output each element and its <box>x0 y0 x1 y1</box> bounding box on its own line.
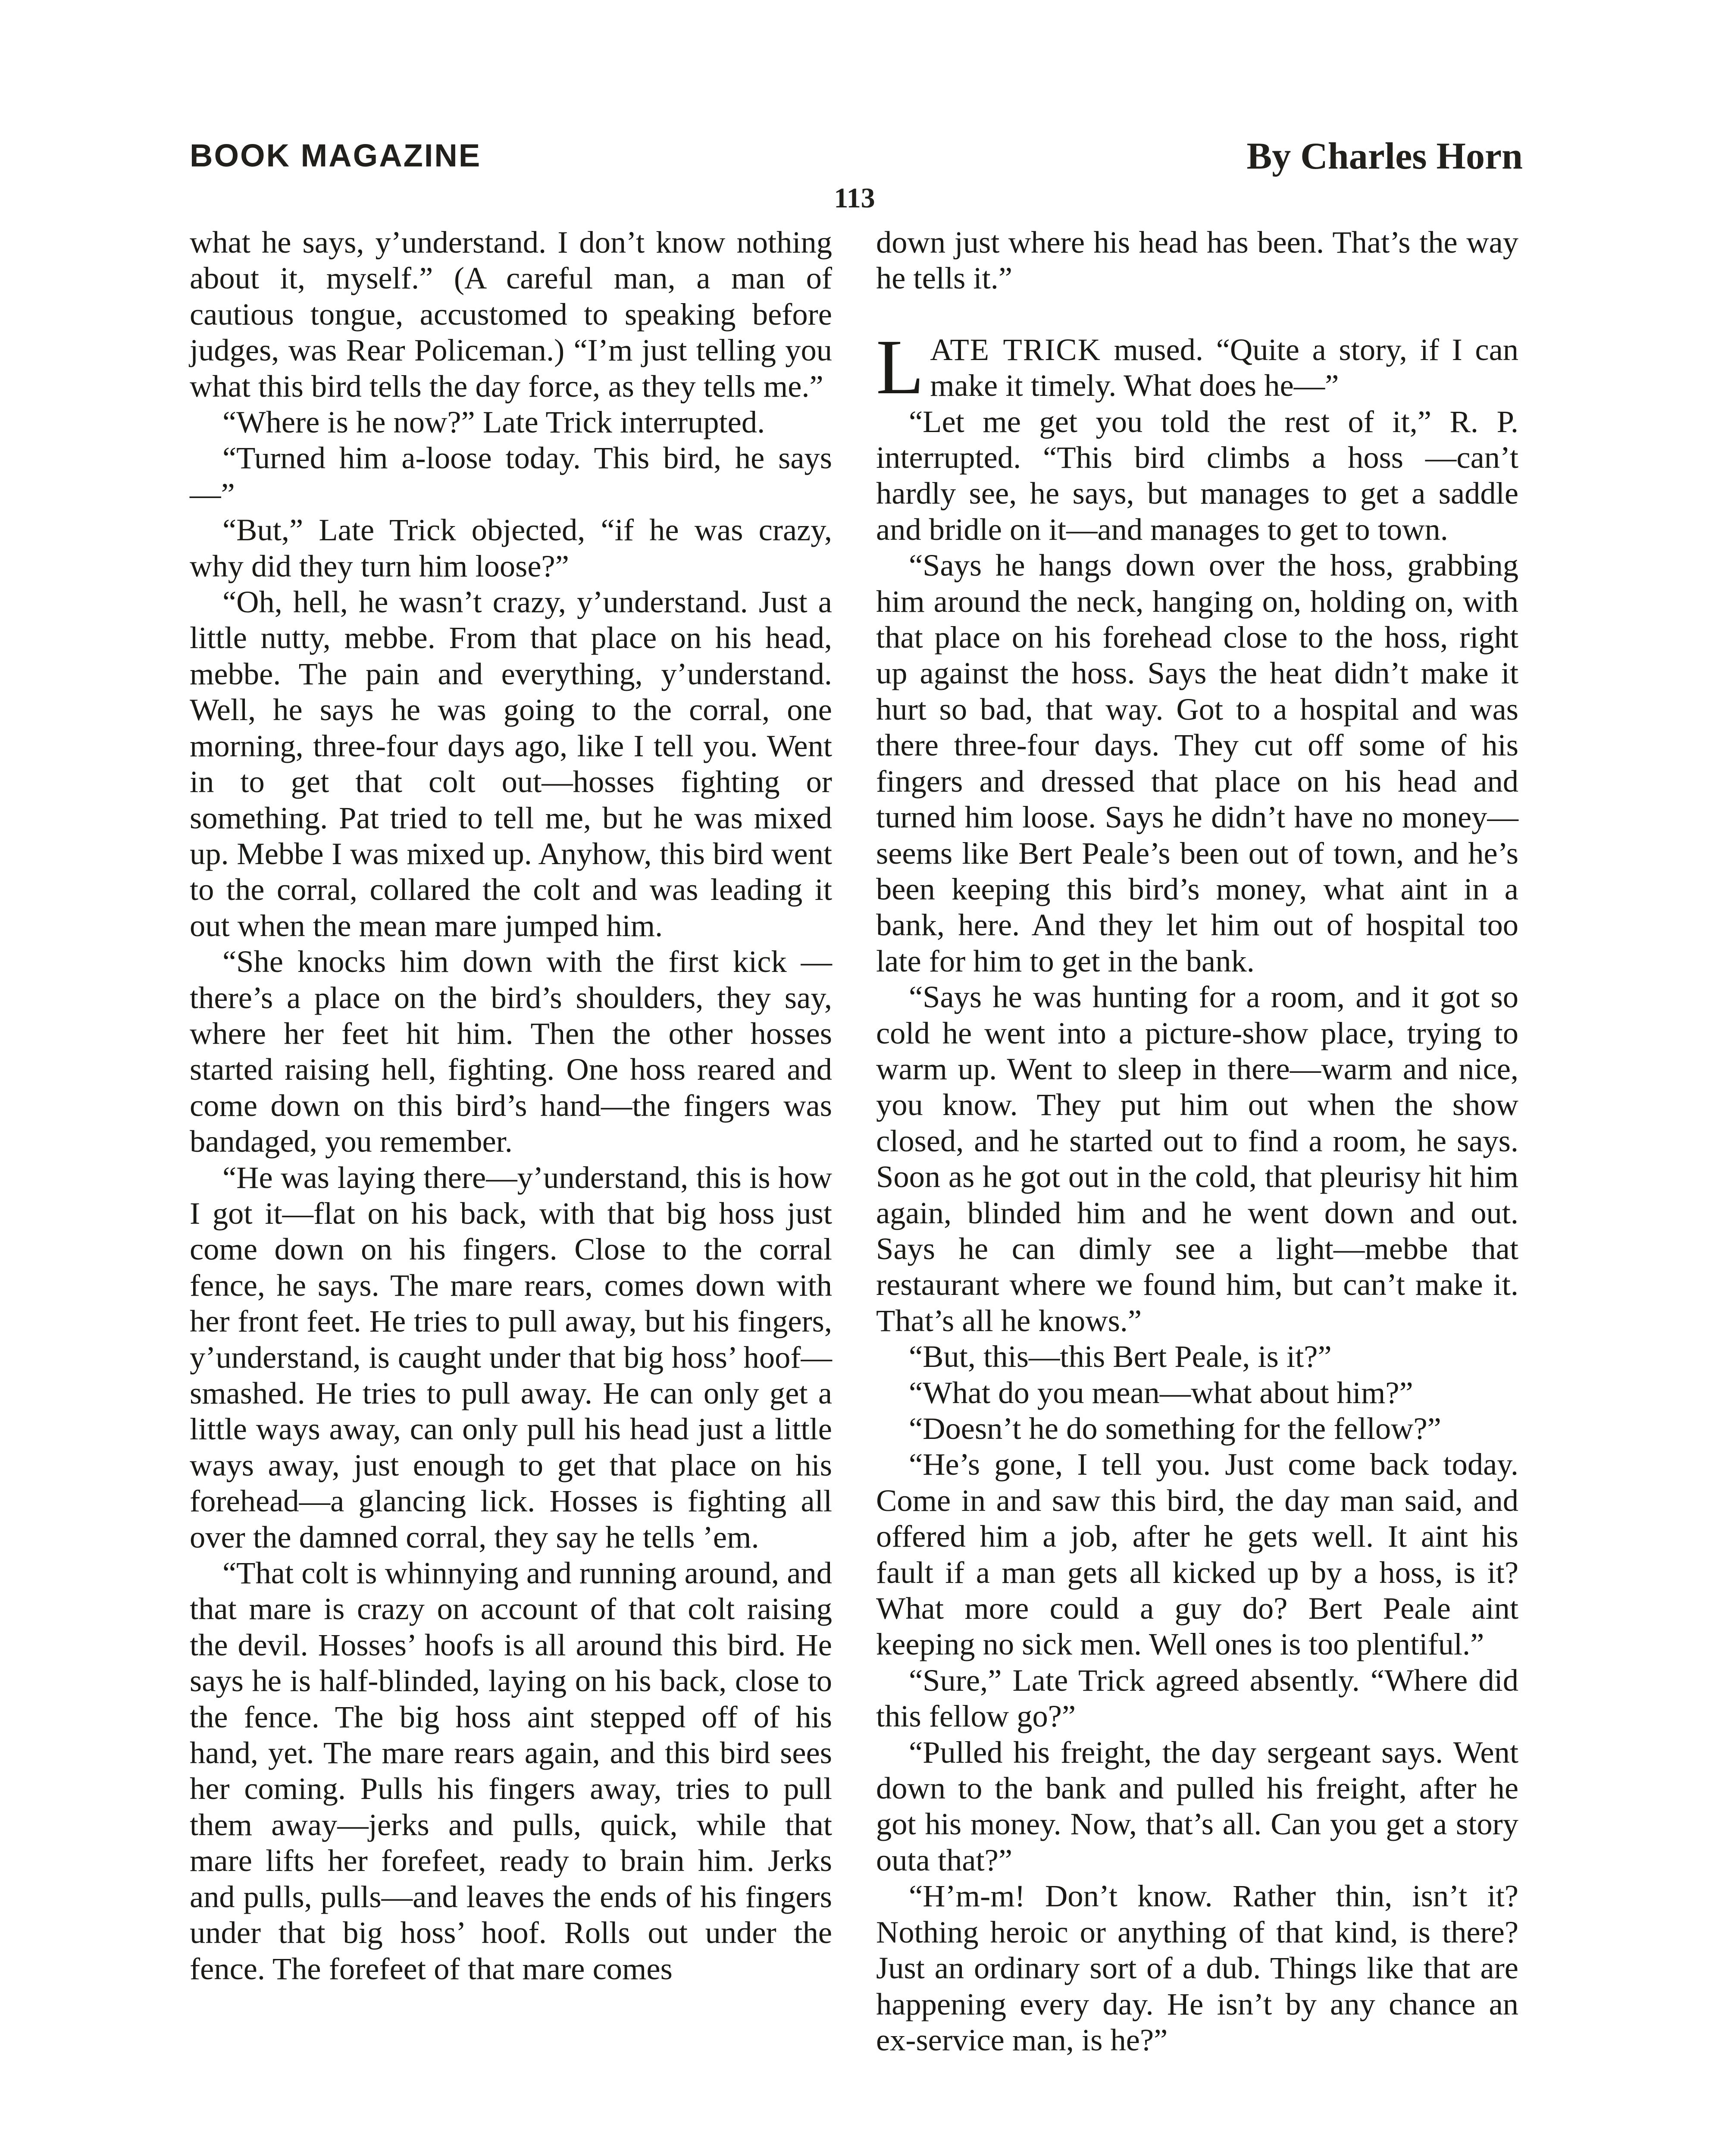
paragraph: “Let me get you told the rest of it,” R. P. interrupted. “This bird climbs a hoss —can’t hardly see, he says, but manages to get a saddle and bridle on it—and manages to get to town. <box>876 404 1518 547</box>
paragraph: “What do you mean—what about him?” <box>909 1375 1413 1410</box>
paragraph: “Turned him a-loose today. This bird, he says—” <box>190 440 832 511</box>
publication-title: BOOK MAGAZINE <box>190 138 482 173</box>
paragraph-text: mused. “Quite a story, if I can make it timely. What does he—” <box>930 332 1518 403</box>
paragraph: “Says he was hunting for a room, and it got so cold he went into a picture-show place, trying to warm up. Went to sleep in there—warm and nice, you know. They put him out when the show closed, and he started out to find a room, he says. Soon as he got out in the cold, that pleurisy hit him again, blinded him and he went down and out. Says he can dimly see a light—mebbe that restaurant where we found him, but can’t make it. That’s all he knows.” <box>876 979 1518 1338</box>
paragraph: “Pulled his freight, the day sergeant says. Went down to the bank and pulled his freight, after he got his money. Now, that’s all. Can you get a story outa that?” <box>876 1734 1518 1877</box>
paragraph: “Sure,” Late Trick agreed absently. “Where did this fellow go?” <box>876 1662 1518 1734</box>
drop-cap: L <box>876 323 924 411</box>
left-column <box>190 224 832 1987</box>
right-column <box>876 224 1518 2058</box>
paragraph: “That colt is whinnying and running around, and that mare is crazy on account of that colt raising the devil. Hosses’ hoofs is all around this bird. He says he is half-blinded, laying on his back, close to the fence. The big hoss aint stepped off of his hand, yet. The mare rears again, and this bird sees her coming. Pulls his fingers away, tries to pull them away—jerks and pulls, quick, while that mare lifts her forefeet, ready to brain him. Jerks and pulls, pulls—and leaves the ends of his fingers under that big hoss’ hoof. Rolls out under the fence. The forefeet of that mare comes <box>190 1555 832 1986</box>
paragraph: “He’s gone, I tell you. Just come back today. Come in and saw this bird, the day man said, and offered him a job, after he gets well. It aint his fault if a man gets all kicked up by a hoss, is it? What more could a guy do? Bert Peale aint keeping no sick men. Well ones is too plentiful.” <box>876 1447 1518 1662</box>
paragraph: “Doesn’t he do something for the fellow?” <box>909 1411 1441 1446</box>
paragraph: “Oh, hell, he wasn’t crazy, y’understand. Just a little nutty, mebbe. From that place on his head, mebbe. The pain and everything, y’understand. Well, he says he was going to the corral, one morning, three-four days ago, like I tell you. Went in to get that colt out—hosses fighting or something. Pat tried to tell me, but he was mixed up. Mebbe I was mixed up. Anyhow, this bird went to the corral, collared the colt and was leading it out when the mean mare jumped him. <box>190 584 832 943</box>
paragraph: “Says he hangs down over the hoss, grabbing him around the neck, hanging on, holding on, with that place on his forehead close to the hoss, right up against the hoss. Says the heat didn’t make it hurt so bad, that way. Got to a hospital and was there three-four days. They cut off some of his fingers and dressed that place on his head and turned him loose. Says he didn’t have no money—seems like Bert Peale’s been out of town, and he’s been keeping this bird’s money, what aint in a bank, here. And they let him out of hospital too late for him to get in the bank. <box>876 548 1518 978</box>
paragraph: “H’m-m! Don’t know. Rather thin, isn’t it? Nothing heroic or anything of that kind, is there? Just an ordinary sort of a dub. Things like that are happening every day. He isn’t by any chance an ex-service man, is he?” <box>876 1878 1518 2057</box>
paragraph: “But, this—this Bert Peale, is it?” <box>909 1339 1332 1374</box>
author-byline: By Charles Horn <box>1246 135 1523 177</box>
paragraph: what he says, y’understand. I don’t know nothing about it, myself.” (A careful man, a man of cautious tongue, accustomed to speaking before judges, was Rear Policeman.) “I’m just telling you what this bird tells the day force, as they tells me.” <box>190 225 832 404</box>
paragraph: “She knocks him down with the first kick —there’s a place on the bird’s shoulders, they say, where her feet hit him. Then the other hosses started raising hell, fighting. One hoss reared and come down on this bird’s hand—the fingers was bandaged, you remember. <box>190 944 832 1159</box>
page-number: 113 <box>834 182 875 214</box>
paragraph: “Where is he now?” Late Trick interrupted. <box>222 404 765 440</box>
paragraph: down just where his head has been. That’s the way he tells it.” <box>876 225 1518 296</box>
paragraph: “But,” Late Trick objected, “if he was crazy, why did they turn him loose?” <box>190 512 832 583</box>
lead-in-text: ATE TRICK <box>930 332 1101 367</box>
section-opening-paragraph <box>876 323 1518 411</box>
paragraph: “He was laying there—y’understand, this is how I got it—flat on his back, with that big hoss just come down on his fingers. Close to the corral fence, he says. The mare rears, comes down with her front feet. He tries to pull away, but his fingers, y’understand, is caught under that big hoss’ hoof—smashed. He tries to pull away. He can only get a little ways away, can only pull his head just a little ways away, just enough to get that place on his forehead—a glancing lick. Hosses is fighting all over the damned corral, they say he tells ’em. <box>190 1159 832 1554</box>
